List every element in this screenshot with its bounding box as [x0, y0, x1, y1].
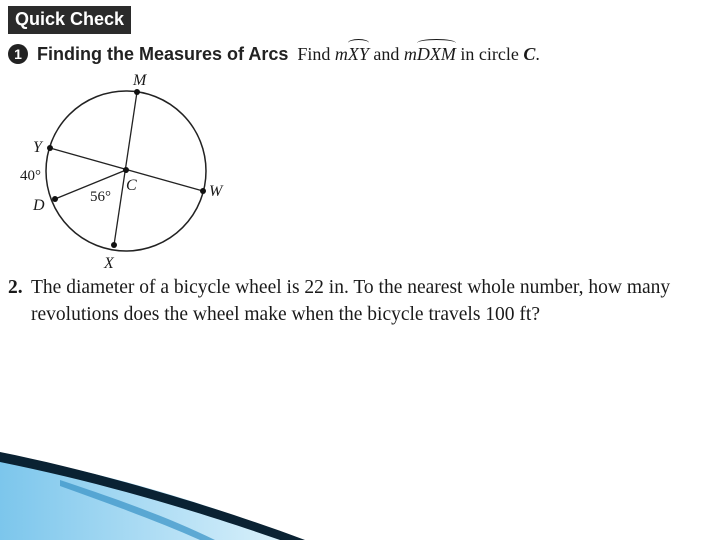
point-m — [134, 89, 140, 95]
circle-name: C — [523, 43, 536, 64]
problem-1-number: 1 — [8, 44, 28, 64]
problem-2-text: The diameter of a bicycle wheel is 22 in. To the nearest whole number, how many revolutions does the wheel make when the bicycle travels 100 ft? — [31, 277, 671, 325]
arc2-measure-prefix: m — [403, 43, 417, 64]
label-m: M — [133, 72, 147, 89]
angle-label-56: 56° — [90, 189, 111, 205]
problem-1-prompt — [297, 44, 540, 65]
arc-dxm: DXM — [416, 43, 456, 64]
point-w — [200, 188, 206, 194]
problem-2-number: 2. — [8, 277, 23, 298]
arc-xy: XY — [347, 43, 369, 64]
point-d — [52, 196, 58, 202]
point-y — [47, 145, 53, 151]
label-x: X — [104, 255, 114, 272]
label-w: W — [209, 183, 223, 200]
point-c — [123, 167, 129, 173]
prompt-find: Find — [297, 43, 331, 64]
label-d: D — [33, 197, 45, 214]
quick-check-heading: Quick Check — [8, 6, 131, 34]
decorative-swoosh — [0, 450, 720, 540]
problem-1-title: Finding the Measures of Arcs — [37, 43, 289, 64]
prompt-and: and — [373, 43, 400, 64]
angle-label-40: 40° — [20, 168, 41, 184]
point-x — [111, 242, 117, 248]
label-y: Y — [33, 139, 42, 156]
arc1-measure-prefix: m — [334, 43, 348, 64]
label-c: C — [126, 177, 137, 194]
prompt-in-circle: in circle — [460, 43, 519, 64]
circle-diagram — [0, 64, 260, 274]
prompt-period: . — [535, 43, 540, 64]
